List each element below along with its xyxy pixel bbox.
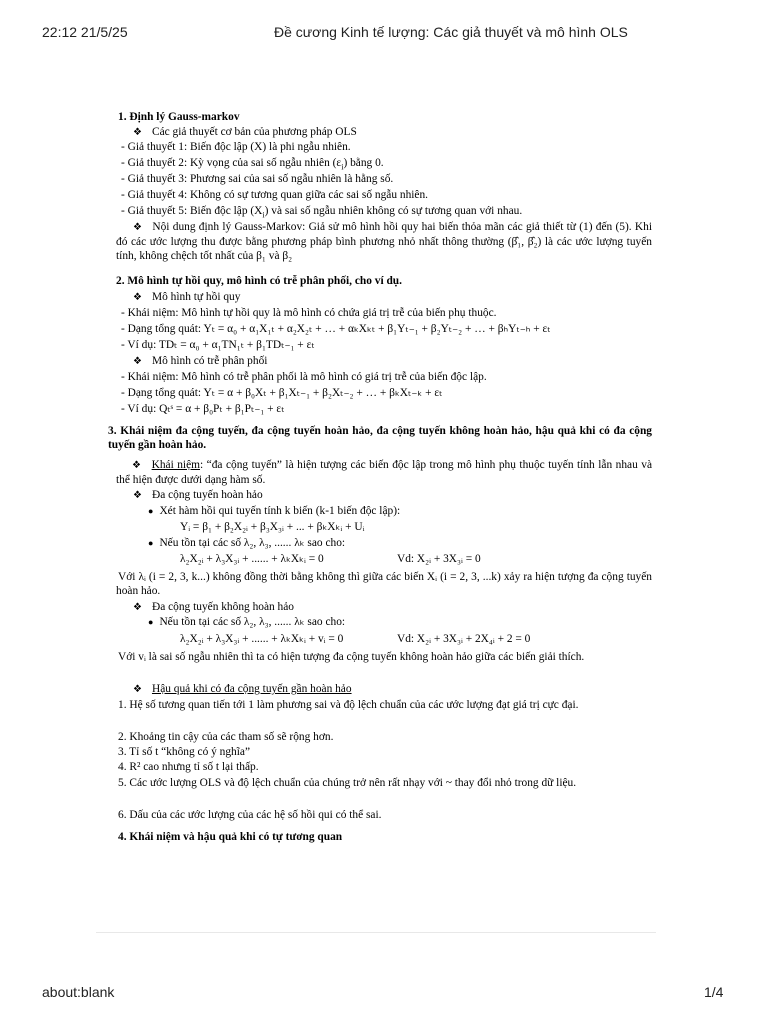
consequence-4: 4. R² cao nhưng tỉ số t lại thấp. bbox=[118, 761, 259, 773]
diamond-bullet-icon: ❖ bbox=[133, 602, 142, 613]
distributed-lag-general-form: - Dạng tổng quát: Yₜ = α + β₀Xₜ + β₁Xₜ₋₁ + β₂Xₜ₋₂ + … + βₖXₜ₋ₖ + εₜ bbox=[121, 387, 443, 399]
section-2-title: 2. Mô hình tự hồi quy, mô hình có trễ phân phối, cho ví dụ. bbox=[116, 275, 402, 287]
imperfect-example: Vd: X₂ᵢ + 3X₃ᵢ + 2X₄ᵢ + 2 = 0 bbox=[397, 633, 531, 645]
imperfect-explanation: Với vᵢ là sai số ngẫu nhiên thì ta có hiện tượng đa cộng tuyến không hoàn hảo giữa các biến giải thích. bbox=[118, 651, 585, 663]
document-title: Đề cương Kinh tế lượng: Các giả thuyết và mô hình OLS bbox=[274, 24, 628, 40]
section-1-title: 1. Định lý Gauss-markov bbox=[118, 111, 240, 123]
autoregressive-definition: - Khái niệm: Mô hình tự hồi quy là mô hình có chứa giá trị trễ của biến phụ thuộc. bbox=[121, 307, 497, 319]
autoregressive-general-form: - Dạng tổng quát: Yₜ = α₀ + α₁X₁ₜ + α₂X₂ₜ + … + αₖXₖₜ + β₁Yₜ₋₁ + β₂Yₜ₋₂ + … + βₕYₜ₋ₕ + εₜ bbox=[121, 323, 551, 335]
multicollinearity-concept: ❖ Khái niệm: “đa cộng tuyến” là hiện tượng các biến độc lập trong mô hình phụ thuộc tuyến tính lẫn nhau và thể hiện được dưới dạng hàm số. bbox=[116, 459, 653, 486]
diamond-bullet-icon: ❖ bbox=[133, 127, 142, 138]
perfect-explanation: Với λᵢ (i = 2, 3, k...) không đồng thời bằng không thì giữa các biến Xᵢ (i = 2, 3, ...k) xảy ra hiện tượng đa cộng tuyến hoàn hảo. bbox=[116, 571, 652, 597]
page-number: 1/4 bbox=[704, 984, 724, 1000]
perfect-equation: λ₂X₂ᵢ + λ₃X₃ᵢ + ...... + λₖXₖᵢ = 0 bbox=[180, 553, 324, 565]
section-3-title: 3. Khái niệm đa cộng tuyến, đa cộng tuyến hoàn hảo, đa cộng tuyến không hoàn hảo, hậu quả khi có đa cộng tuyến gần hoàn hảo. bbox=[108, 425, 652, 451]
page-divider bbox=[96, 932, 656, 933]
s2-subheading-autoregressive: ❖ Mô hình tự hồi quy bbox=[133, 291, 241, 303]
regression-equation: Yᵢ = β₁ + β₂X₂ᵢ + β₃X₃ᵢ + ... + βₖXₖᵢ + Uᵢ bbox=[180, 521, 365, 533]
assumption-2: - Giả thuyết 2: Kỳ vọng của sai số ngẫu nhiên $(\varepsilon_i)$ bằng 0. bbox=[121, 157, 384, 172]
consequence-5: 5. Các ước lượng OLS và độ lệch chuẩn của chúng trở nên rất nhạy với ~ thay đổi nhỏ trong dữ liệu. bbox=[118, 777, 577, 789]
distributed-lag-definition: - Khái niệm: Mô hình có trễ phân phối là mô hình có giá trị trễ của biến độc lập. bbox=[121, 371, 487, 383]
dot-bullet-icon: ● bbox=[148, 506, 154, 516]
distributed-lag-example: - Ví dụ: Qₜˢ = α + β₀Pₜ + β₁Pₜ₋₁ + εₜ bbox=[121, 403, 285, 415]
dot-bullet-icon: ● bbox=[148, 538, 154, 548]
s2-subheading-distributed-lag: ❖ Mô hình có trễ phân phối bbox=[133, 355, 268, 367]
imperfect-equation: λ₂X₂ᵢ + λ₃X₃ᵢ + ...... + λₖXₖᵢ + vᵢ = 0 bbox=[180, 633, 344, 645]
perfect-bullet-1: ● Xét hàm hồi qui tuyến tính k biến (k-1 biến độc lập): bbox=[148, 505, 401, 517]
perfect-example: Vd: X₂ᵢ + 3X₃ᵢ = 0 bbox=[397, 553, 481, 565]
imperfect-bullet: ● Nếu tồn tại các số λ₂, λ₃, ...... λₖ sao cho: bbox=[148, 616, 346, 628]
diamond-bullet-icon: ❖ bbox=[133, 356, 142, 367]
assumption-1: - Giả thuyết 1: Biến độc lập (X) là phi ngẫu nhiên. bbox=[121, 141, 351, 153]
imperfect-multicollinearity-heading: ❖ Đa cộng tuyến không hoàn hảo bbox=[133, 601, 295, 613]
print-datetime: 22:12 21/5/25 bbox=[42, 24, 128, 40]
perfect-bullet-2: ● Nếu tồn tại các số λ₂, λ₃, ...... λₖ sao cho: bbox=[148, 537, 346, 549]
page-url: about:blank bbox=[42, 984, 115, 1000]
diamond-bullet-icon: ❖ bbox=[132, 460, 142, 471]
diamond-bullet-icon: ❖ bbox=[133, 684, 142, 695]
diamond-bullet-icon: ❖ bbox=[133, 222, 143, 233]
perfect-multicollinearity-heading: ❖ Đa cộng tuyến hoàn hảo bbox=[133, 489, 263, 501]
consequence-6: 6. Dấu của các ước lượng của các hệ số hồi qui có thể sai. bbox=[118, 809, 382, 821]
dot-bullet-icon: ● bbox=[148, 617, 154, 627]
section-4-title: 4. Khái niệm và hậu quả khi có tự tương quan bbox=[118, 831, 343, 843]
consequence-1: 1. Hệ số tương quan tiến tới 1 làm phương sai và độ lệch chuẩn của các ước lượng đạt giá trị cực đại. bbox=[118, 699, 579, 711]
assumption-3: - Giả thuyết 3: Phương sai của sai số ngẫu nhiên là hằng số. bbox=[121, 173, 394, 185]
diamond-bullet-icon: ❖ bbox=[133, 490, 142, 501]
diamond-bullet-icon: ❖ bbox=[133, 292, 142, 303]
s1-subheading: ❖ Các giả thuyết cơ bản của phương pháp OLS bbox=[133, 126, 357, 138]
assumption-5: - Giả thuyết 5: Biến độc lập $(X_i)$ và sai số ngẫu nhiên không có sự tương quan với nhau. bbox=[121, 205, 523, 220]
gauss-markov-content: ❖ Nội dung định lý Gauss-Markov: Giả sử mô hình hồi quy hai biến thỏa mãn các giả thiết từ (1) đến (5). Khi đó các ước lượng thu được bằng phương pháp bình phương nhỏ nhất thông thường (β̂₁, β̂₂) là các ước lượng tuyến tính, không chệch tốt nhất của β₁ và β₂ bbox=[116, 221, 652, 262]
consequences-heading: ❖ Hậu quả khi có đa cộng tuyến gần hoàn hảo bbox=[133, 683, 352, 695]
assumption-4: - Giả thuyết 4: Không có sự tương quan giữa các sai số ngẫu nhiên. bbox=[121, 189, 429, 201]
consequence-3: 3. Tỉ số t “không có ý nghĩa” bbox=[118, 746, 251, 758]
consequence-2: 2. Khoảng tin cậy của các tham số sẽ rộng hơn. bbox=[118, 731, 334, 743]
autoregressive-example: - Ví dụ: TDₜ = α₀ + α₁TN₁ₜ + β₁TDₜ₋₁ + εₜ bbox=[121, 339, 315, 351]
